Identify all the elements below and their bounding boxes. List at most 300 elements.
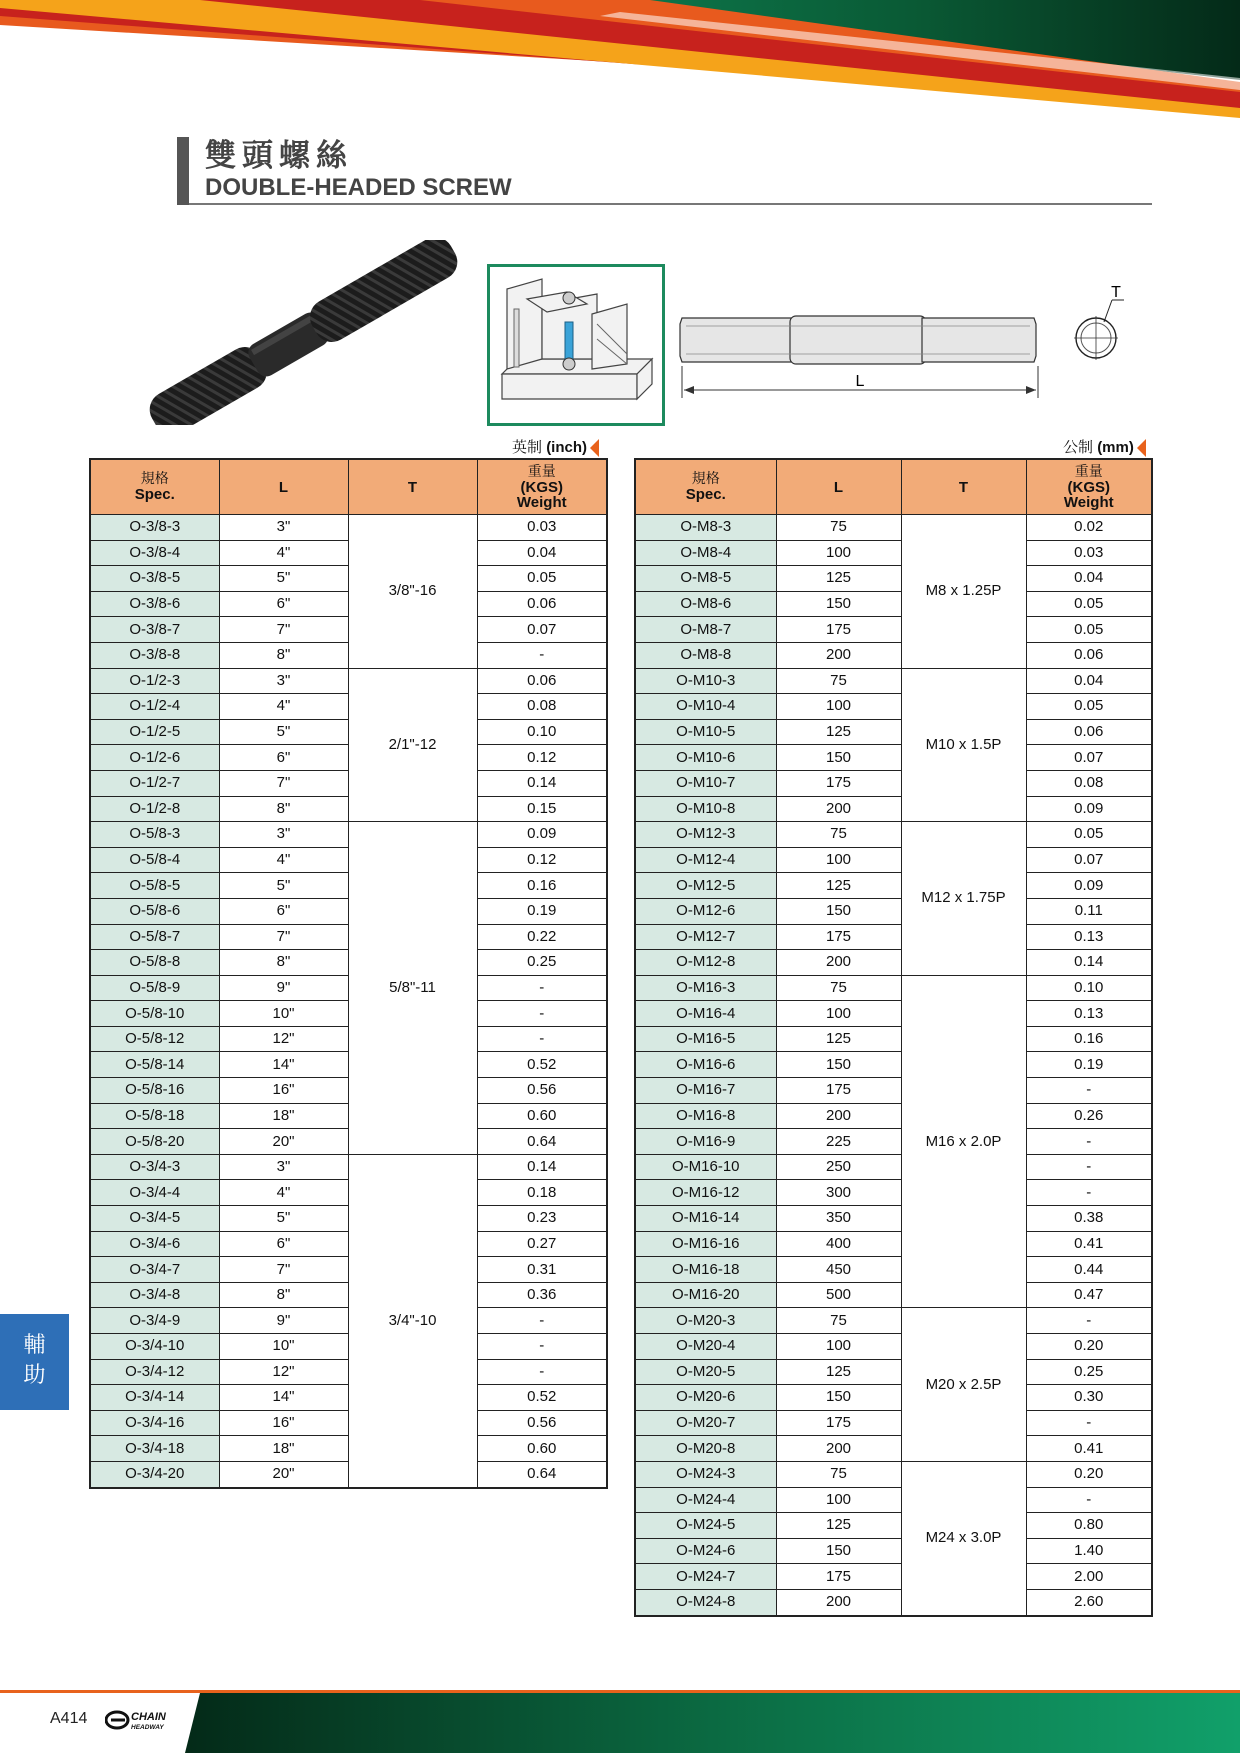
- weight-cell: -: [1026, 1078, 1152, 1104]
- table-row: [635, 1564, 1152, 1590]
- length-cell: 18": [219, 1103, 348, 1129]
- length-cell: 200: [776, 642, 901, 668]
- weight-cell: 0.26: [1026, 1103, 1152, 1129]
- weight-cell: -: [1026, 1410, 1152, 1436]
- spec-cell: O-M16-18: [635, 1257, 776, 1283]
- table-row: [635, 1538, 1152, 1564]
- spec-cell: O-M24-3: [635, 1461, 776, 1487]
- weight-cell: 0.02: [1026, 515, 1152, 541]
- spec-cell: O-M24-4: [635, 1487, 776, 1513]
- spec-cell: O-3/4-20: [90, 1461, 219, 1487]
- length-cell: 3": [219, 1154, 348, 1180]
- spec-cell: O-1/2-8: [90, 796, 219, 822]
- spec-cell: O-5/8-10: [90, 1001, 219, 1027]
- thread-cell: 3/4"-10: [348, 1154, 477, 1487]
- weight-cell: 0.06: [477, 591, 607, 617]
- length-cell: 16": [219, 1410, 348, 1436]
- length-cell: 150: [776, 1385, 901, 1411]
- table-row: [635, 566, 1152, 592]
- length-cell: 4": [219, 694, 348, 720]
- weight-cell: 0.52: [477, 1385, 607, 1411]
- table-row: [635, 1154, 1152, 1180]
- thread-cell: M20 x 2.5P: [901, 1308, 1026, 1462]
- table-row: [635, 1052, 1152, 1078]
- length-cell: 14": [219, 1385, 348, 1411]
- length-cell: 6": [219, 745, 348, 771]
- length-cell: 6": [219, 591, 348, 617]
- weight-cell: -: [1026, 1180, 1152, 1206]
- thread-column-header: T: [901, 459, 1026, 515]
- weight-cell: 0.03: [1026, 540, 1152, 566]
- spec-cell: O-M16-8: [635, 1103, 776, 1129]
- length-cell: 75: [776, 975, 901, 1001]
- spec-cell: O-M20-5: [635, 1359, 776, 1385]
- weight-cell: 0.07: [1026, 745, 1152, 771]
- length-cell: 200: [776, 796, 901, 822]
- spec-cell: O-M20-4: [635, 1334, 776, 1360]
- weight-cell: 0.41: [1026, 1436, 1152, 1462]
- table-row: [635, 1257, 1152, 1283]
- table-row: [635, 1308, 1152, 1334]
- table-row: [90, 1154, 607, 1180]
- spec-cell: O-M12-7: [635, 924, 776, 950]
- spec-cell: O-3/4-10: [90, 1334, 219, 1360]
- spec-cell: O-3/4-8: [90, 1282, 219, 1308]
- table-row: [635, 1129, 1152, 1155]
- table-row: [635, 642, 1152, 668]
- spec-cell: O-3/8-8: [90, 642, 219, 668]
- length-cell: 100: [776, 847, 901, 873]
- length-cell: 150: [776, 745, 901, 771]
- length-cell: 3": [219, 668, 348, 694]
- length-cell: 400: [776, 1231, 901, 1257]
- table-row: [635, 719, 1152, 745]
- spec-cell: O-M8-7: [635, 617, 776, 643]
- spec-cell: O-5/8-16: [90, 1078, 219, 1104]
- weight-cell: 0.05: [1026, 694, 1152, 720]
- spec-cell: O-3/4-5: [90, 1206, 219, 1232]
- weight-cell: 0.47: [1026, 1282, 1152, 1308]
- thread-cell: 2/1"-12: [348, 668, 477, 822]
- spec-cell: O-M20-3: [635, 1308, 776, 1334]
- spec-cell: O-M16-14: [635, 1206, 776, 1232]
- spec-cell: O-1/2-7: [90, 770, 219, 796]
- length-cell: 18": [219, 1436, 348, 1462]
- page-title-zh: 雙頭螺絲: [205, 138, 353, 174]
- inch-unit-en: (inch): [546, 439, 588, 456]
- spec-cell: O-M24-5: [635, 1513, 776, 1539]
- length-cell: 12": [219, 1026, 348, 1052]
- thread-cell: M24 x 3.0P: [901, 1461, 1026, 1615]
- spec-cell: O-M16-20: [635, 1282, 776, 1308]
- length-cell: 150: [776, 591, 901, 617]
- bottom-banner: [0, 1690, 1240, 1753]
- table-header-row: [635, 459, 1152, 515]
- weight-cell: 0.04: [477, 540, 607, 566]
- spec-cell: O-3/4-12: [90, 1359, 219, 1385]
- thread-label: T: [1111, 284, 1121, 301]
- table-row: [635, 1180, 1152, 1206]
- spec-cell: O-3/8-7: [90, 617, 219, 643]
- weight-cell: 0.36: [477, 1282, 607, 1308]
- spec-cell: O-3/8-5: [90, 566, 219, 592]
- weight-cell: -: [477, 1334, 607, 1360]
- table-row: [635, 1026, 1152, 1052]
- table-row: [635, 1334, 1152, 1360]
- weight-cell: 0.64: [477, 1129, 607, 1155]
- length-cell: 4": [219, 847, 348, 873]
- length-cell: 125: [776, 719, 901, 745]
- length-cell: 125: [776, 873, 901, 899]
- inch-spec-table: [89, 458, 608, 1489]
- spec-cell: O-3/4-6: [90, 1231, 219, 1257]
- weight-cell: -: [477, 1001, 607, 1027]
- table-row: [635, 515, 1152, 541]
- weight-cell: 0.05: [1026, 822, 1152, 848]
- svg-text:HEADWAY: HEADWAY: [131, 1724, 164, 1731]
- thread-column-header: T: [348, 459, 477, 515]
- table-row: [635, 591, 1152, 617]
- weight-cell: 0.06: [1026, 719, 1152, 745]
- spec-cell: O-M10-4: [635, 694, 776, 720]
- length-cell: 200: [776, 950, 901, 976]
- spec-cell: O-M12-4: [635, 847, 776, 873]
- length-cell: 450: [776, 1257, 901, 1283]
- thread-cell: M16 x 2.0P: [901, 975, 1026, 1308]
- length-cell: 125: [776, 1026, 901, 1052]
- weight-cell: 0.20: [1026, 1461, 1152, 1487]
- table-row: [635, 770, 1152, 796]
- weight-cell: 2.60: [1026, 1589, 1152, 1615]
- table-row: [635, 694, 1152, 720]
- length-cell: 7": [219, 617, 348, 643]
- spec-cell: O-M16-7: [635, 1078, 776, 1104]
- double-headed-screw-photo: [140, 240, 480, 425]
- weight-cell: 0.12: [477, 745, 607, 771]
- metric-spec-table: [634, 458, 1153, 1617]
- weight-cell: 0.38: [1026, 1206, 1152, 1232]
- length-cell: 20": [219, 1129, 348, 1155]
- spec-cell: O-M10-7: [635, 770, 776, 796]
- weight-cell: -: [477, 1359, 607, 1385]
- weight-column-header: 重量 (KGS) Weight: [1026, 459, 1152, 515]
- table-row: [635, 1359, 1152, 1385]
- weight-cell: 0.22: [477, 924, 607, 950]
- length-cell: 100: [776, 694, 901, 720]
- weight-cell: 0.44: [1026, 1257, 1152, 1283]
- thread-cell: M10 x 1.5P: [901, 668, 1026, 822]
- weight-cell: 1.40: [1026, 1538, 1152, 1564]
- weight-cell: 0.80: [1026, 1513, 1152, 1539]
- length-cell: 225: [776, 1129, 901, 1155]
- side-tab-char-2: 助: [23, 1363, 46, 1388]
- weight-cell: 0.41: [1026, 1231, 1152, 1257]
- spec-cell: O-M16-3: [635, 975, 776, 1001]
- length-cell: 150: [776, 1052, 901, 1078]
- table-row: [635, 1487, 1152, 1513]
- weight-cell: 0.15: [477, 796, 607, 822]
- table-header-row: [90, 459, 607, 515]
- weight-cell: 0.08: [1026, 770, 1152, 796]
- spec-cell: O-5/8-20: [90, 1129, 219, 1155]
- weight-cell: -: [477, 1308, 607, 1334]
- length-cell: 4": [219, 1180, 348, 1206]
- weight-cell: 0.11: [1026, 898, 1152, 924]
- length-cell: 200: [776, 1103, 901, 1129]
- table-row: [635, 975, 1152, 1001]
- length-cell: 7": [219, 924, 348, 950]
- table-row: [635, 1436, 1152, 1462]
- weight-cell: 0.19: [477, 898, 607, 924]
- weight-cell: -: [477, 1026, 607, 1052]
- length-cell: 8": [219, 642, 348, 668]
- weight-cell: 0.08: [477, 694, 607, 720]
- length-label: L: [855, 373, 865, 390]
- table-row: [635, 1103, 1152, 1129]
- weight-cell: 0.07: [1026, 847, 1152, 873]
- mm-unit-en: (mm): [1097, 439, 1134, 456]
- spec-cell: O-M16-10: [635, 1154, 776, 1180]
- spec-cell: O-M16-4: [635, 1001, 776, 1027]
- length-cell: 5": [219, 566, 348, 592]
- spec-cell: O-M10-3: [635, 668, 776, 694]
- weight-cell: 0.25: [1026, 1359, 1152, 1385]
- svg-text:CHAIN: CHAIN: [131, 1711, 166, 1723]
- length-cell: 150: [776, 1538, 901, 1564]
- length-cell: 200: [776, 1589, 901, 1615]
- side-tab-char-1: 輔: [23, 1333, 46, 1358]
- spec-cell: O-M20-7: [635, 1410, 776, 1436]
- dimension-drawing: [678, 310, 1048, 400]
- spec-cell: O-M24-8: [635, 1589, 776, 1615]
- weight-cell: 0.12: [477, 847, 607, 873]
- spec-cell: O-1/2-4: [90, 694, 219, 720]
- length-cell: 100: [776, 1334, 901, 1360]
- spec-cell: O-1/2-6: [90, 745, 219, 771]
- table-row: [635, 1513, 1152, 1539]
- length-cell: 5": [219, 719, 348, 745]
- length-column-header: L: [776, 459, 901, 515]
- spec-cell: O-3/8-6: [90, 591, 219, 617]
- weight-cell: 0.31: [477, 1257, 607, 1283]
- length-cell: 8": [219, 1282, 348, 1308]
- length-cell: 8": [219, 950, 348, 976]
- length-cell: 5": [219, 1206, 348, 1232]
- spec-cell: O-3/4-3: [90, 1154, 219, 1180]
- weight-cell: 0.23: [477, 1206, 607, 1232]
- table-row: [635, 540, 1152, 566]
- application-drawing: [487, 264, 665, 426]
- length-cell: 125: [776, 1513, 901, 1539]
- length-cell: 75: [776, 668, 901, 694]
- length-cell: 3": [219, 822, 348, 848]
- weight-cell: 0.20: [1026, 1334, 1152, 1360]
- length-cell: 100: [776, 1487, 901, 1513]
- spec-cell: O-5/8-7: [90, 924, 219, 950]
- length-column-header: L: [219, 459, 348, 515]
- weight-cell: -: [1026, 1154, 1152, 1180]
- spec-cell: O-5/8-4: [90, 847, 219, 873]
- weight-cell: -: [477, 975, 607, 1001]
- weight-cell: 0.60: [477, 1436, 607, 1462]
- chain-headway-logo: [105, 1707, 185, 1733]
- spec-cell: O-M10-5: [635, 719, 776, 745]
- length-cell: 6": [219, 898, 348, 924]
- spec-cell: O-3/4-18: [90, 1436, 219, 1462]
- spec-cell: O-5/8-12: [90, 1026, 219, 1052]
- length-cell: 125: [776, 1359, 901, 1385]
- spec-cell: O-5/8-6: [90, 898, 219, 924]
- page-title-en: DOUBLE-HEADED SCREW: [205, 174, 512, 201]
- length-cell: 10": [219, 1001, 348, 1027]
- length-cell: 175: [776, 1410, 901, 1436]
- length-cell: 9": [219, 975, 348, 1001]
- table-row: [635, 924, 1152, 950]
- weight-cell: 0.14: [477, 770, 607, 796]
- spec-cell: O-M24-7: [635, 1564, 776, 1590]
- weight-cell: 0.14: [477, 1154, 607, 1180]
- spec-cell: O-M8-4: [635, 540, 776, 566]
- length-cell: 12": [219, 1359, 348, 1385]
- weight-cell: 0.14: [1026, 950, 1152, 976]
- weight-cell: 0.05: [1026, 591, 1152, 617]
- length-cell: 10": [219, 1334, 348, 1360]
- length-cell: 175: [776, 1078, 901, 1104]
- table-row: [635, 873, 1152, 899]
- weight-cell: 0.25: [477, 950, 607, 976]
- spec-cell: O-3/4-16: [90, 1410, 219, 1436]
- title-underline: [189, 203, 1152, 205]
- weight-cell: 0.19: [1026, 1052, 1152, 1078]
- length-cell: 175: [776, 924, 901, 950]
- weight-cell: 0.52: [477, 1052, 607, 1078]
- spec-cell: O-M12-3: [635, 822, 776, 848]
- spec-cell: O-M8-8: [635, 642, 776, 668]
- spec-cell: O-5/8-3: [90, 822, 219, 848]
- weight-cell: 0.56: [477, 1410, 607, 1436]
- spec-cell: O-1/2-3: [90, 668, 219, 694]
- table-row: [635, 847, 1152, 873]
- spec-cell: O-M16-12: [635, 1180, 776, 1206]
- length-cell: 4": [219, 540, 348, 566]
- length-cell: 350: [776, 1206, 901, 1232]
- length-cell: 16": [219, 1078, 348, 1104]
- cross-section-drawing: [1068, 282, 1128, 362]
- spec-cell: O-3/8-4: [90, 540, 219, 566]
- length-cell: 7": [219, 1257, 348, 1283]
- table-row: [635, 1078, 1152, 1104]
- length-cell: 75: [776, 822, 901, 848]
- spec-cell: O-3/4-9: [90, 1308, 219, 1334]
- length-cell: 75: [776, 1308, 901, 1334]
- spec-cell: O-M10-8: [635, 796, 776, 822]
- table-row: [635, 1461, 1152, 1487]
- top-banner: [0, 0, 1240, 120]
- weight-cell: 0.06: [1026, 642, 1152, 668]
- table-row: [635, 1385, 1152, 1411]
- length-cell: 14": [219, 1052, 348, 1078]
- section-side-tab[interactable]: [0, 1314, 69, 1410]
- triangle-marker-icon: [590, 439, 599, 457]
- spec-cell: O-5/8-14: [90, 1052, 219, 1078]
- spec-cell: O-M16-5: [635, 1026, 776, 1052]
- weight-cell: -: [1026, 1308, 1152, 1334]
- spec-cell: O-M8-6: [635, 591, 776, 617]
- length-cell: 100: [776, 1001, 901, 1027]
- spec-cell: O-M20-6: [635, 1385, 776, 1411]
- length-cell: 100: [776, 540, 901, 566]
- weight-cell: 0.04: [1026, 566, 1152, 592]
- spec-column-header: 規格 Spec.: [635, 459, 776, 515]
- table-row: [635, 1001, 1152, 1027]
- weight-cell: 0.09: [1026, 873, 1152, 899]
- weight-column-header: 重量 (KGS) Weight: [477, 459, 607, 515]
- title-accent-bar: [177, 137, 189, 205]
- length-cell: 300: [776, 1180, 901, 1206]
- length-cell: 3": [219, 515, 348, 541]
- table-row: [635, 796, 1152, 822]
- length-cell: 175: [776, 1564, 901, 1590]
- spec-cell: O-M8-3: [635, 515, 776, 541]
- length-cell: 9": [219, 1308, 348, 1334]
- spec-cell: O-M16-6: [635, 1052, 776, 1078]
- weight-cell: 0.03: [477, 515, 607, 541]
- spec-cell: O-M12-5: [635, 873, 776, 899]
- weight-cell: 0.09: [477, 822, 607, 848]
- table-row: [635, 1231, 1152, 1257]
- length-cell: 8": [219, 796, 348, 822]
- table-row: [635, 898, 1152, 924]
- weight-cell: -: [477, 642, 607, 668]
- weight-cell: 0.16: [477, 873, 607, 899]
- length-cell: 5": [219, 873, 348, 899]
- length-cell: 200: [776, 1436, 901, 1462]
- spec-cell: O-5/8-5: [90, 873, 219, 899]
- weight-cell: 0.56: [477, 1078, 607, 1104]
- spec-cell: O-3/4-7: [90, 1257, 219, 1283]
- weight-cell: 0.06: [477, 668, 607, 694]
- spec-cell: O-M12-8: [635, 950, 776, 976]
- weight-cell: 0.16: [1026, 1026, 1152, 1052]
- length-cell: 7": [219, 770, 348, 796]
- table-row: [635, 1589, 1152, 1615]
- weight-cell: 0.30: [1026, 1385, 1152, 1411]
- weight-cell: -: [1026, 1129, 1152, 1155]
- length-cell: 75: [776, 1461, 901, 1487]
- spec-cell: O-5/8-9: [90, 975, 219, 1001]
- thread-cell: M12 x 1.75P: [901, 822, 1026, 976]
- length-cell: 175: [776, 770, 901, 796]
- weight-cell: 0.13: [1026, 924, 1152, 950]
- spec-cell: O-3/8-3: [90, 515, 219, 541]
- table-row: [635, 1282, 1152, 1308]
- spec-column-header: 規格 Spec.: [90, 459, 219, 515]
- spec-cell: O-M24-6: [635, 1538, 776, 1564]
- table-row: [635, 1410, 1152, 1436]
- mm-unit-zh: 公制: [1063, 439, 1094, 456]
- weight-cell: 0.04: [1026, 668, 1152, 694]
- weight-cell: 0.09: [1026, 796, 1152, 822]
- table-row: [635, 950, 1152, 976]
- table-row: [635, 1206, 1152, 1232]
- length-cell: 125: [776, 566, 901, 592]
- weight-cell: 0.05: [1026, 617, 1152, 643]
- weight-cell: 0.07: [477, 617, 607, 643]
- spec-cell: O-M12-6: [635, 898, 776, 924]
- table-row: [635, 745, 1152, 771]
- table-row: [635, 617, 1152, 643]
- weight-cell: 0.64: [477, 1461, 607, 1487]
